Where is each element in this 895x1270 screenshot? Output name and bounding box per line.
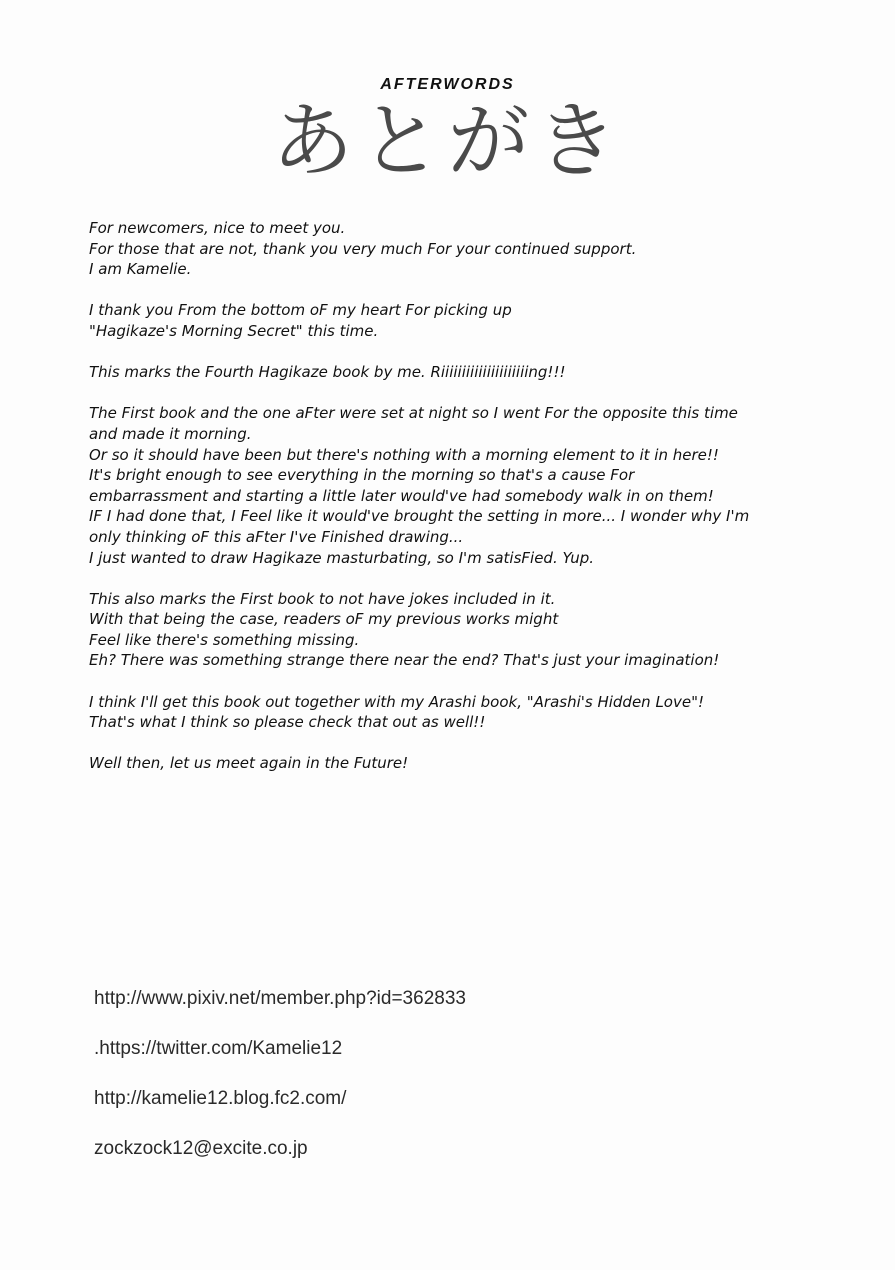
text-line: This marks the Fourth Hagikaze book by me. Riiiiiiiiiiiiiiiiiiiiing!!! [89,363,566,382]
text-line: For newcomers, nice to meet you. [89,219,346,237]
afterword-body [89,218,879,795]
text-line: That's what I think so please check that out as well!! [89,713,486,732]
text-line: I think I'll get this book out together with my Arashi book, "Arashi's Hidden Love"! [89,692,705,711]
text-line: For those that are not, thank you very much For your continued support. [89,239,637,258]
text-line: "Hagikaze's Morning Secret" this time. [89,321,379,340]
paragraph-no-jokes [89,589,879,671]
text-line: This also marks the First book to not have jokes included in it. [89,589,556,608]
text-line: and made it morning. [89,424,252,443]
text-line: I am Kamelie. [89,260,192,279]
text-line: IF I had done that, I Feel like it would've brought the setting in more... I wonder why I'm [89,507,750,526]
paragraph-fourth-book [89,362,879,383]
text-line: It's bright enough to see everything in the morning so that's a cause For [89,466,635,485]
text-line: I thank you From the bottom oF my heart For picking up [89,301,512,320]
email-address[interactable]: zockzock12@excite.co.jp [94,1138,308,1159]
pixiv-link[interactable]: http://www.pixiv.net/member.php?id=362833 [94,988,466,1009]
blog-link[interactable]: http://kamelie12.blog.fc2.com/ [94,1088,347,1109]
text-line: I just wanted to draw Hagikaze masturbating, so I'm satisFied. Yup. [89,548,595,567]
paragraph-farewell [89,753,879,774]
paragraph-morning-setting [89,403,879,568]
atogaki-title: あとがき [271,94,624,189]
paragraph-greeting [89,218,879,280]
text-line: With that being the case, readers oF my previous works might [89,610,559,629]
text-line: Well then, let us meet again in the Future! [89,754,409,773]
text-line: Or so it should have been but there's nothing with a morning element to it in here!! [89,445,719,464]
paragraph-thanks [89,300,879,341]
text-line: The First book and the one aFter were set at night so I went For the opposite this time [89,404,738,423]
paragraph-arashi-book [89,692,879,733]
twitter-link[interactable]: .https://twitter.com/Kamelie12 [94,1038,343,1059]
text-line: only thinking oF this aFter I've Finished drawing... [89,527,464,546]
contact-links [94,984,794,1184]
afterwords-heading: AFTERWORDS [380,76,515,93]
text-line: Eh? There was something strange there near the end? That's just your imagination! [89,651,720,670]
text-line: Feel like there's something missing. [89,630,360,649]
text-line: embarrassment and starting a little later would've had somebody walk in on them! [89,486,714,505]
